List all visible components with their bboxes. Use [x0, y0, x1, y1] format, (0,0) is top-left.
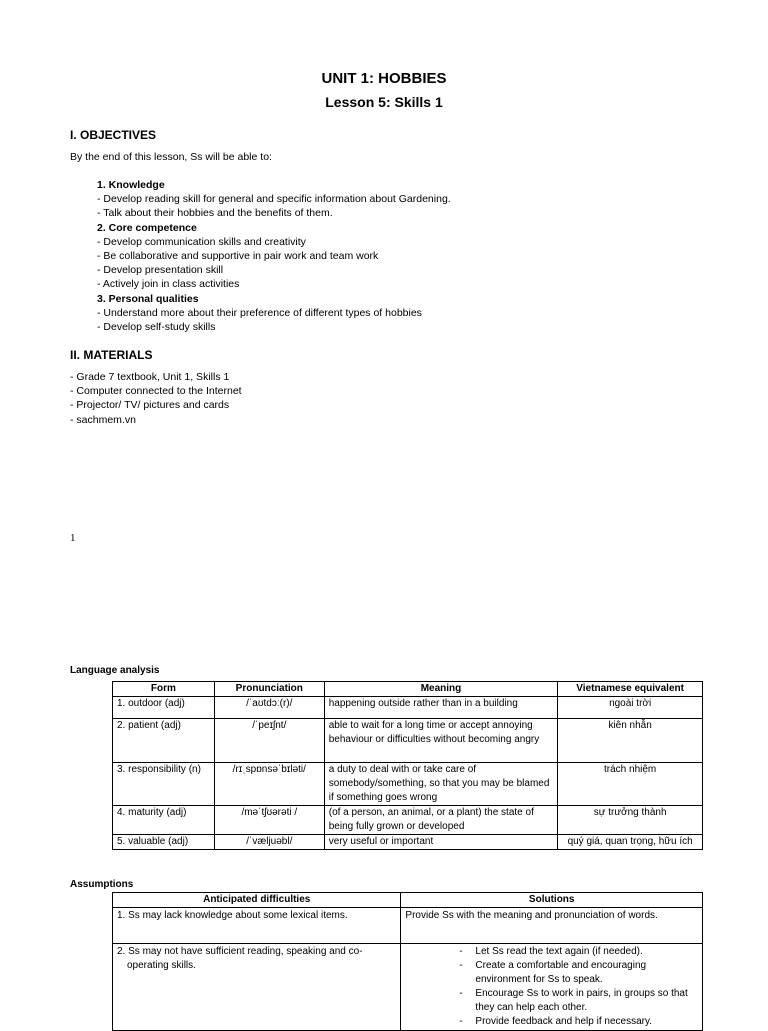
column-header: Form: [113, 682, 215, 697]
pronunciation-cell: /ˈaʊtdɔː(r)/: [214, 697, 324, 719]
vietnamese-cell: kiên nhẫn: [558, 719, 703, 763]
column-header: Pronunciation: [214, 682, 324, 697]
unit-title: UNIT 1: HOBBIES: [321, 70, 447, 87]
list-item: - Develop communication skills and creativity: [97, 235, 306, 248]
pronunciation-cell: /ˈvæljuəbl/: [214, 835, 324, 850]
table-row: [113, 944, 703, 1031]
solution-cell: Provide Ss with the meaning and pronunciation of words.: [401, 908, 703, 944]
meaning-cell: (of a person, an animal, or a plant) the state of being fully grown or developed: [324, 806, 558, 835]
vietnamese-cell: ngoài trời: [558, 697, 703, 719]
table-row: [113, 763, 703, 806]
table-row: [113, 908, 703, 944]
column-header: Meaning: [324, 682, 558, 697]
table-row: [113, 697, 703, 719]
form-cell: 2. patient (adj): [113, 719, 215, 763]
list-item: - Develop presentation skill: [97, 264, 224, 277]
meaning-cell: able to wait for a long time or accept annoying behaviour or difficulties without becoming angry: [324, 719, 558, 763]
table-row: [113, 806, 703, 835]
page-number: 1: [70, 532, 76, 544]
pronunciation-cell: /rɪˌspɒnsəˈbɪləti/: [214, 763, 324, 806]
vietnamese-cell: quý giá, quan trọng, hữu ích: [558, 835, 703, 850]
list-item: - sachmem.vn: [70, 413, 136, 426]
form-cell: 4. maturity (adj): [113, 806, 215, 835]
list-item: - Encourage Ss to work in pairs, in groups so that they can help each other.: [475, 987, 698, 1015]
list-item: - Actively join in class activities: [97, 278, 240, 291]
list-item: - Be collaborative and supportive in pair work and team work: [97, 250, 379, 263]
objectives-intro: By the end of this lesson, Ss will be able to:: [70, 151, 272, 163]
form-cell: 3. responsibility (n): [113, 763, 215, 806]
knowledge-title: 1. Knowledge: [97, 179, 165, 191]
list-item: - Create a comfortable and encouraging environment for Ss to speak.: [475, 959, 698, 987]
pronunciation-cell: /məˈtʃʊərəti /: [214, 806, 324, 835]
vietnamese-cell: trách nhiệm: [558, 763, 703, 806]
materials-list: [70, 370, 242, 427]
materials-heading: II. MATERIALS: [70, 348, 153, 362]
difficulty-cell: 1. Ss may lack knowledge about some lexical items.: [113, 908, 401, 944]
list-item: - Computer connected to the Internet: [70, 385, 242, 398]
language-analysis-table: [112, 681, 703, 850]
table-header-row: [113, 893, 703, 908]
meaning-cell: happening outside rather than in a building: [324, 697, 558, 719]
column-header: Anticipated difficulties: [113, 893, 401, 908]
table-row: [113, 835, 703, 850]
lesson-title: Lesson 5: Skills 1: [325, 94, 443, 110]
column-header: Solutions: [401, 893, 703, 908]
table-header-row: [113, 682, 703, 697]
table-row: [113, 719, 703, 763]
meaning-cell: a duty to deal with or take care of somebody/something, so that you may be blamed if something goes wrong: [324, 763, 558, 806]
form-cell: 1. outdoor (adj): [113, 697, 215, 719]
list-item: - Projector/ TV/ pictures and cards: [70, 399, 230, 412]
language-analysis-heading: Language analysis: [70, 665, 160, 676]
column-header: Vietnamese equivalent: [558, 682, 703, 697]
solutions-list: [405, 945, 698, 1029]
assumptions-table: [112, 892, 703, 1031]
list-item: - Provide feedback and help if necessary.: [475, 1015, 698, 1029]
list-item: - Develop self-study skills: [97, 321, 216, 334]
assumptions-heading: Assumptions: [70, 879, 134, 890]
list-item: - Let Ss read the text again (if needed).: [475, 945, 698, 959]
difficulty-cell: 2. Ss may not have sufficient reading, speaking and co-operating skills.: [113, 944, 401, 1031]
objectives-heading: I. OBJECTIVES: [70, 128, 157, 142]
pronunciation-cell: /ˈpeɪʃnt/: [214, 719, 324, 763]
meaning-cell: very useful or important: [324, 835, 558, 850]
vietnamese-cell: sự trưởng thành: [558, 806, 703, 835]
form-cell: 5. valuable (adj): [113, 835, 215, 850]
list-item: - Understand more about their preference of different types of hobbies: [97, 306, 422, 319]
list-item: - Grade 7 textbook, Unit 1, Skills 1: [70, 371, 230, 383]
core-competence-title: 2. Core competence: [97, 221, 197, 234]
list-item: - Develop reading skill for general and specific information about Gardening.: [97, 193, 451, 206]
solution-cell: [401, 944, 703, 1031]
list-item: - Talk about their hobbies and the benefits of them.: [97, 207, 333, 220]
objectives-list: [97, 178, 451, 334]
personal-qualities-title: 3. Personal qualities: [97, 292, 199, 305]
